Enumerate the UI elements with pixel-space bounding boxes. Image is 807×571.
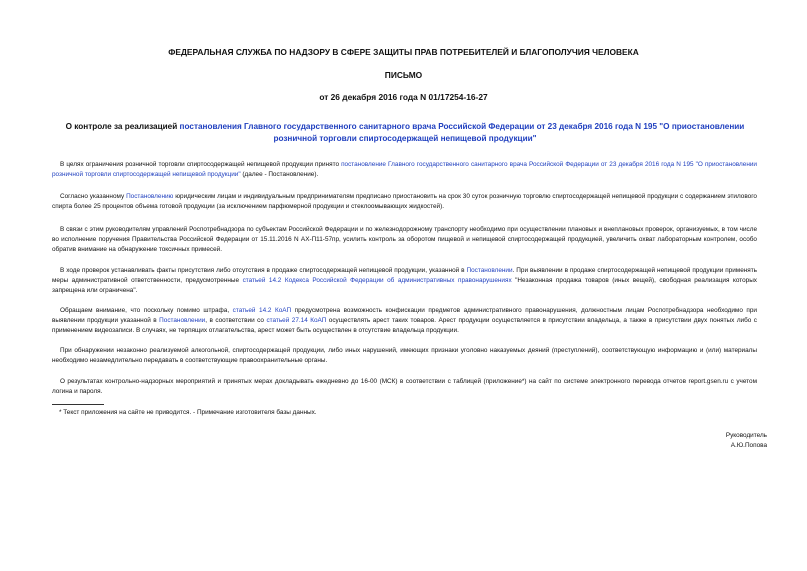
- p5-text-b: предусмотрена возможность конфискации предметов административного правонарушения, должностным лицам Роспотребнадзора необходимо при выявлении продукции указанной в: [52, 307, 757, 325]
- p5-article-27-14-link[interactable]: статьей 27.14 КоАП: [266, 317, 327, 325]
- p4-text-c: "Незаконная продажа товаров (иных вещей), свободная реализация которых запрещена или ограничена".: [52, 277, 757, 295]
- document-subject: [60, 121, 750, 144]
- subject-prefix: О контроле за реализацией: [65, 122, 180, 131]
- paragraph-6: [52, 346, 757, 366]
- p5-text-c: , в соответствии со: [205, 317, 267, 325]
- p5-text-a: Обращаем внимание, что поскольку помимо штрафа,: [60, 307, 233, 314]
- p1-resolution-link[interactable]: постановление Главного государственного санитарного врача Российской Федерации от 23 декабря 2016 года N 195 "О приостановлении розничной торговли спиртосодержащей непищевой продукции": [52, 161, 757, 179]
- paragraph-4: [52, 266, 757, 297]
- p6-text: При обнаружении незаконно реализуемой алкогольной, спиртосодержащей продукции, либо иных нарушений, имеющих признаки уголовно наказуемых деяний (преступлений), соответствующую информацию и (или) материалы необходимо незамедлительно передавать в соответствующие правоохранительные органы.: [52, 347, 757, 365]
- paragraph-7: [52, 377, 757, 397]
- agency-title: ФЕДЕРАЛЬНАЯ СЛУЖБА ПО НАДЗОРУ В СФЕРЕ ЗАЩИТЫ ПРАВ ПОТРЕБИТЕЛЕЙ И БЛАГОПОЛУЧИЯ ЧЕЛОВЕКА: [168, 47, 639, 57]
- p2-resolution-link[interactable]: Постановлению: [126, 193, 174, 200]
- p2-text-b: юридическим лицам и индивидуальным предпринимателям предписано приостановить на срок 30 суток розничную торговлю спиртосодержащей непищевой продукции с содержанием этилового спирта более 25 процентов объема готовой продукции (за исключением парфюмерной продукции и стеклоомывающих жидкостей).: [52, 193, 757, 211]
- subject-resolution-link[interactable]: постановления Главного государственного санитарного врача Российской Федерации от 23 декабря 2016 года N 195 "О приостановлении розничной торговли спиртосодержащей непищевой продукции": [179, 122, 745, 143]
- p1-text-b: (далее - Постановление).: [240, 171, 319, 179]
- paragraph-5: [52, 306, 757, 337]
- footnote-divider: [52, 404, 104, 405]
- p4-koap-article-link[interactable]: статьей 14.2 Кодекса Российской Федерации об административных правонарушениях: [242, 277, 512, 285]
- paragraph-2: [52, 192, 757, 212]
- paragraph-1: [52, 160, 757, 180]
- p5-resolution-link[interactable]: Постановлении: [159, 317, 206, 325]
- p3-text: В связи с этим руководителям управлений Роспотребнадзора по субъектам Российской Федерации и по железнодорожному транспорту необходимо при осуществлении плановых и внеплановых проверок, организуемых, в том числе во исполнение поручения Правительства Российской Федерации от 15.11.2016 N АХ-П11-57пр, усилить контроль за оборотом пищевой и непищевой спиртосодержащей продукцией, увеличить охват лабораторным контролем, особо обратив внимание на обнаружение токсичных примесей.: [52, 226, 757, 254]
- p4-text-a: В ходе проверок устанавливать факты присутствия либо отсутствия в продаже спиртосодержащей непищевой продукции, указанной в: [60, 267, 467, 274]
- p7-text: О результатах контрольно-надзорных мероприятий и принятых мерах докладывать ежедневно до 16-00 (МСК) в соответствии с таблицей (приложение*) на сайт по системе электронного перевода отчетов report.gsen.ru с учетом логина и пароля.: [52, 378, 757, 396]
- footnote: * Текст приложения на сайте не приводится. - Примечание изготовителя базы данных.: [59, 409, 317, 416]
- p1-text-a: В целях ограничения розничной торговли спиртосодержащей непищевой продукции принято: [60, 161, 342, 168]
- document-date-number: от 26 декабря 2016 года N 01/17254-16-27: [319, 92, 488, 102]
- p5-text-d: осуществлять арест таких товаров. Арест продукции осуществляется в присутствии владельца, а также в присутствии двух понятых либо с применением видеозаписи. В случаях, не терпящих отлагательства, арест может быть осуществлен в отсутствие владельца продукции.: [52, 317, 758, 335]
- document-type: ПИСЬМО: [384, 70, 423, 80]
- signature-name: А.Ю.Попова: [730, 442, 767, 449]
- p4-resolution-link[interactable]: Постановлении: [466, 267, 513, 274]
- p5-article-14-2-link[interactable]: статьей 14.2 КоАП: [232, 307, 292, 314]
- signature-title: Руководитель: [725, 432, 767, 439]
- p4-text-b: . При выявлении в продаже спиртосодержащей непищевой продукции применять меры административной ответственности, предусмотренные: [52, 267, 757, 285]
- p2-text-a: Согласно указанному: [60, 193, 127, 200]
- paragraph-3: [52, 225, 757, 256]
